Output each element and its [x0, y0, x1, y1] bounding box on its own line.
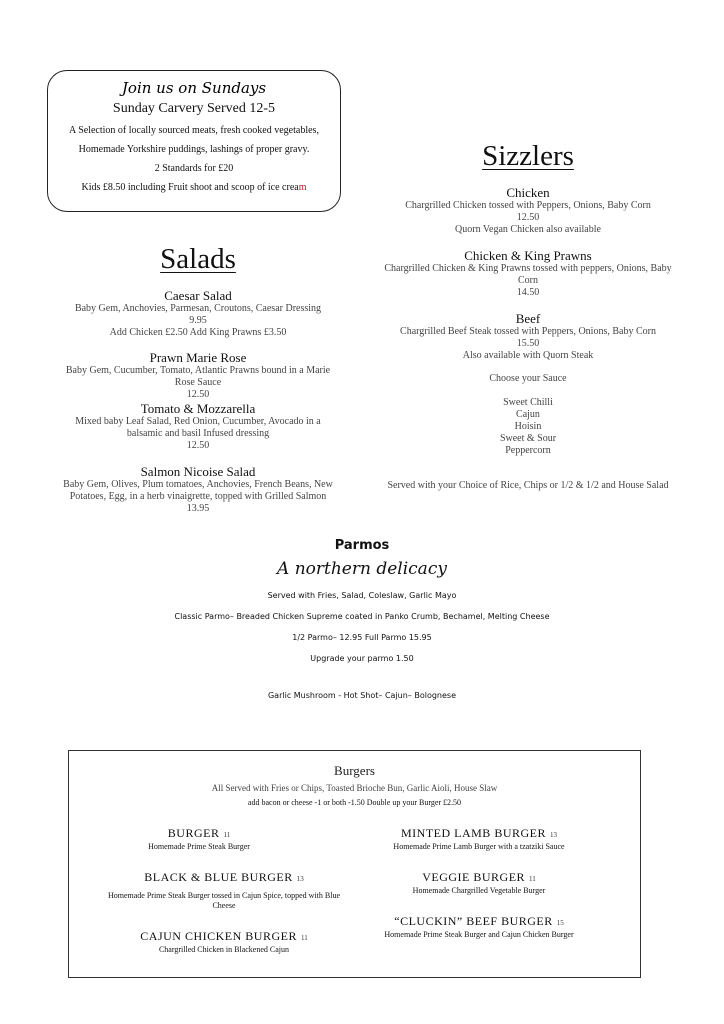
item-desc: Baby Gem, Olives, Plum tomatoes, Anchovies, French Beans, New Potatoes, Egg, in a herb vinaigrette, topped with Grilled Salmon [63, 479, 333, 502]
item-note: Add Chicken £2.50 Add King Prawns £3.50 [109, 327, 287, 338]
burgers-title: Burgers [334, 763, 375, 778]
sunday-script-title: Join us on Sundays [121, 79, 267, 97]
item-name: Beef [515, 311, 541, 326]
burger-price: 11 [300, 934, 308, 942]
burger-name: BURGER [167, 826, 220, 840]
burger-item [99, 868, 349, 911]
item-price: 12.50 [186, 389, 210, 400]
burger-name: BLACK & BLUE BURGER [144, 870, 293, 884]
salads-title: Salads [160, 243, 236, 275]
burger-item [359, 912, 599, 940]
burger-desc: Homemade Prime Steak Burger tossed in Cajun Spice, topped with Blue Cheese [107, 891, 341, 910]
sauce-list [378, 397, 678, 457]
burger-name: VEGGIE BURGER [422, 870, 526, 884]
sizzlers-served-with: Served with your Choice of Rice, Chips or 1/2 & 1/2 and House Salad [387, 480, 669, 491]
burger-name: “CLUCKIN” BEEF BURGER [394, 914, 553, 928]
menu-item [378, 311, 678, 362]
item-desc: Mixed baby Leaf Salad, Red Onion, Cucumber, Avocado in a balsamic and basil Infused dressing [75, 416, 321, 439]
item-price: 13.95 [186, 503, 210, 514]
item-price: 12.50 [516, 212, 540, 223]
item-name: Prawn Marie Rose [149, 350, 247, 365]
parmos-line: 1/2 Parmo– 12.95 Full Parmo 15.95 [292, 633, 432, 642]
sizzlers-title: Sizzlers [482, 140, 574, 172]
sauce: Sweet & Sour [499, 433, 557, 444]
burger-item [369, 824, 589, 852]
parmos-subtitle: A northern delicacy [277, 559, 447, 579]
menu-item [58, 350, 338, 401]
parmos-line: Served with Fries, Salad, Coleslaw, Garlic Mayo [267, 591, 457, 600]
burger-price: 11 [223, 831, 231, 839]
item-price: 15.50 [516, 338, 540, 349]
parmos-line: Upgrade your parmo 1.50 [310, 654, 414, 663]
burger-desc: Homemade Chargrilled Vegetable Burger [412, 886, 546, 895]
salads-section [58, 243, 338, 515]
carvery-line: Homemade Yorkshire puddings, lashings of proper gravy. [78, 144, 310, 155]
menu-item [378, 248, 678, 299]
parmos-title: Parmos [334, 538, 390, 553]
item-price: 14.50 [516, 287, 540, 298]
burgers-extras: add bacon or cheese -1 or both -1.50 Double up your Burger £2.50 [247, 798, 462, 807]
sizzlers-section [378, 140, 678, 492]
item-desc: Baby Gem, Anchovies, Parmesan, Croutons, Caesar Dressing [74, 303, 322, 314]
item-name: Chicken & King Prawns [464, 248, 592, 263]
carvery-line: A Selection of locally sourced meats, fresh cooked vegetables, [69, 125, 319, 136]
item-name: Chicken [506, 185, 550, 200]
burger-desc: Homemade Prime Lamb Burger with a tzatziki Sauce [393, 842, 565, 851]
burger-price: 11 [529, 875, 536, 883]
item-desc: Chargrilled Chicken & King Prawns tossed with peppers, Onions, Baby Corn [384, 263, 672, 286]
burger-desc: Homemade Prime Steak Burger [148, 842, 250, 851]
sauce: Peppercorn [505, 445, 551, 456]
burger-item [99, 824, 299, 852]
parmos-section [100, 538, 624, 700]
menu-item [58, 401, 338, 452]
carvery-line: 2 Standards for £20 [154, 163, 234, 174]
burgers-box [68, 750, 641, 978]
sauce: Hoisin [514, 421, 542, 432]
sauce: Sweet Chilli [503, 397, 553, 408]
parmos-toppings: Garlic Mushroom - Hot Shot– Cajun– Bolognese [267, 691, 457, 700]
item-price: 12.50 [186, 440, 210, 451]
burger-price: 13 [550, 831, 557, 839]
item-desc: Chargrilled Chicken tossed with Peppers, Onions, Baby Corn [405, 200, 651, 211]
item-note: Also available with Quorn Steak [462, 350, 594, 361]
kids-text-end: m [298, 182, 307, 193]
menu-item [378, 185, 678, 236]
item-name: Salmon Nicoise Salad [140, 464, 256, 479]
burger-name: CAJUN CHICKEN BURGER [140, 929, 297, 943]
burger-price: 13 [296, 875, 304, 883]
burger-item [369, 868, 589, 896]
item-name: Caesar Salad [164, 288, 232, 303]
menu-item [58, 288, 338, 339]
burger-desc: Homemade Prime Steak Burger and Cajun Chicken Burger [384, 930, 574, 939]
sauce-heading: Choose your Sauce [489, 373, 567, 384]
carvery-heading: Sunday Carvery Served 12-5 [112, 101, 276, 116]
item-price: 9.95 [189, 315, 207, 326]
item-note: Quorn Vegan Chicken also available [455, 224, 601, 235]
parmos-line: Classic Parmo– Breaded Chicken Supreme coated in Panko Crumb, Bechamel, Melting Cheese [174, 612, 550, 621]
item-name: Tomato & Mozzarella [140, 401, 256, 416]
item-desc: Baby Gem, Cucumber, Tomato, Atlantic Prawns bound in a Marie Rose Sauce [65, 365, 331, 388]
burger-price: 15 [556, 919, 564, 927]
burger-item [109, 927, 339, 955]
burger-desc: Chargrilled Chicken in Blackened Cajun [158, 945, 290, 954]
menu-item [58, 464, 338, 515]
kids-text: Kids £8.50 including Fruit shoot and scoop of ice crea [81, 182, 299, 193]
burgers-subtitle: All Served with Fries or Chips, Toasted Brioche Bun, Garlic Aioli, House Slaw [211, 783, 498, 793]
item-desc: Chargrilled Beef Steak tossed with Peppers, Onions, Baby Corn [400, 326, 656, 337]
sunday-carvery-box [47, 70, 341, 212]
burger-name: MINTED LAMB BURGER [400, 826, 546, 840]
sauce: Cajun [516, 409, 540, 420]
carvery-kids [48, 182, 340, 193]
